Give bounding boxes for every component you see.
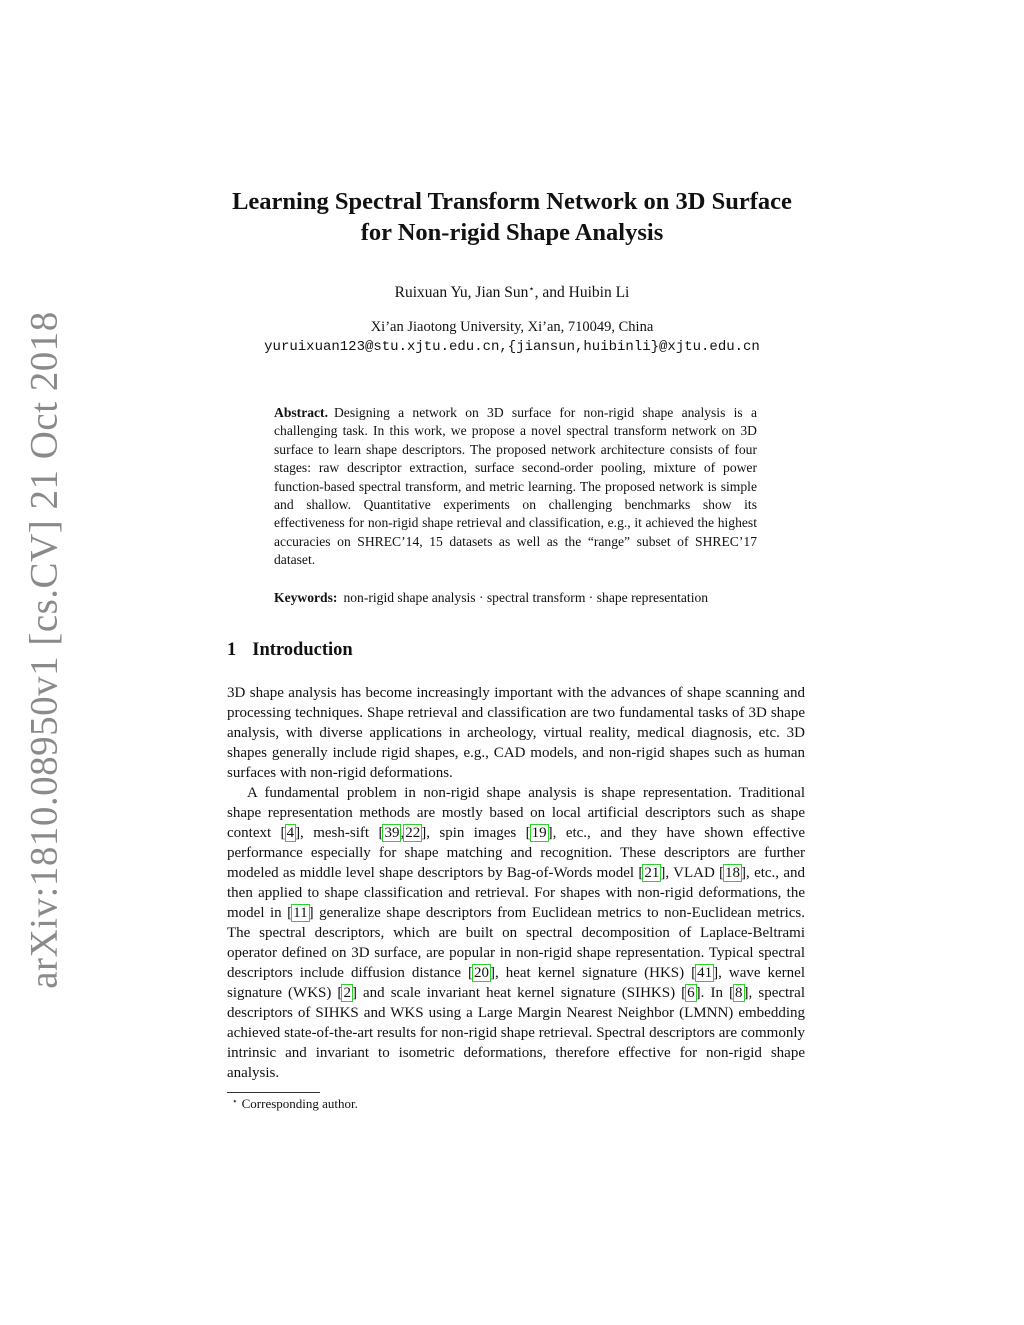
footnote-mark: ⋆ — [232, 1096, 238, 1106]
para2-text: ]. In [ — [695, 985, 735, 1001]
abstract-label: Abstract. — [274, 405, 328, 420]
paragraph-1: 3D shape analysis has become increasingly important with the advances of shape scanning and processing techniques. Shape retrieval and classification are two fundamental tasks of 3D shape analysis, with diverse applications in archeology, virtual reality, medical diagnosis, etc. 3D shapes generally include rigid shapes, e.g., CAD models, and non-rigid shapes such as human surfaces with non-rigid deformations. — [227, 685, 805, 781]
keywords-label: Keywords: — [274, 590, 338, 605]
citation-link[interactable]: 11 — [293, 905, 308, 921]
authors-part-2: , and Huibin Li — [534, 284, 630, 301]
citation-link[interactable]: 39 — [384, 825, 400, 841]
para2-text: ], etc., and then applied to shape classification and retrieval. For shapes with non-rigid deformations, the model in [ — [227, 865, 805, 921]
section-title: Introduction — [252, 640, 353, 660]
keywords — [274, 589, 757, 607]
citation-link[interactable]: 8 — [735, 985, 743, 1001]
keywords-text: non-rigid shape analysis · spectral transform · shape representation — [343, 590, 709, 605]
citation-link[interactable]: 20 — [473, 965, 489, 981]
para2-text: A fundamental problem in non-rigid shape analysis is shape representation. Traditional shape representation methods are mostly based on local artificial descriptors such as shape context [ — [227, 785, 805, 841]
abstract-text: Designing a network on 3D surface for non-rigid shape analysis is a challenging task. In this work, we propose a novel spectral transform network on 3D surface to learn shape descriptors. The proposed network architecture consists of four stages: raw descriptor extraction, surface second-order pooling, mixture of power function-based spectral transform, and metric learning. The proposed network is simple and shallow. Quantitative experiments on challenging benchmarks show its effectiveness for non-rigid shape retrieval and classification, e.g., it achieved the highest accuracies on SHREC’14, 15 datasets as well as the “range” subset of SHREC’17 dataset. — [274, 405, 757, 568]
authors-part-1: Ruixuan Yu, Jian Sun — [394, 284, 529, 301]
para2-text: ], spin images [ — [421, 825, 531, 841]
paper-title — [0, 186, 1024, 248]
para2-text: ] generalize shape descriptors from Euclidean metrics to non-Euclidean metrics. The spectral descriptors, which are built on spectral decomposition of Laplace-Beltrami operator defined on 3D surface, are popular in non-rigid shape representation. Typical spectral descriptors include diffusion distance [ — [227, 905, 805, 981]
footnote-text: Corresponding author. — [241, 1096, 358, 1111]
introduction-body — [227, 683, 805, 1083]
affiliation: Xi’an Jiaotong University, Xi’an, 710049, China — [370, 319, 654, 335]
para2-text: ] and scale invariant heat kernel signature (SIHKS) [ — [351, 985, 687, 1001]
para2-text: ], wave kernel signature (WKS) [ — [227, 965, 806, 1001]
section-number: 1 — [227, 640, 237, 660]
citation-link[interactable]: 41 — [697, 965, 713, 981]
citation-link[interactable]: 4 — [286, 825, 295, 841]
para2-text: ], etc., and they have shown effective performance especially for shape matching and recognition. These descriptors are further modeled as middle level shape descriptors by Bag-of-Words model [ — [227, 825, 805, 881]
citation-link[interactable]: 19 — [531, 825, 547, 841]
section-heading-introduction — [227, 640, 353, 661]
corresponding-author-mark: ⋆ — [528, 284, 535, 295]
citation-link[interactable]: 6 — [687, 985, 695, 1001]
para2-text: , — [400, 825, 405, 841]
citation-link[interactable]: 22 — [405, 825, 421, 841]
title-line-1: Learning Spectral Transform Network on 3D Surface — [232, 188, 792, 215]
citation-link[interactable]: 2 — [343, 985, 351, 1001]
footnote-divider — [227, 1092, 320, 1093]
para2-text: ], mesh-sift [ — [295, 825, 384, 841]
citation-link[interactable]: 18 — [725, 865, 741, 881]
arxiv-identifier-stamp: arXiv:1810.08950v1 [cs.CV] 21 Oct 2018 — [22, 311, 66, 989]
author-list — [0, 284, 1024, 302]
abstract — [274, 404, 757, 570]
title-line-2: for Non-rigid Shape Analysis — [360, 219, 664, 246]
para2-text: ], spectral descriptors of SIHKS and WKS using a Large Margin Nearest Neighbor (LMNN) embedding achieved state-of-the-art results for non-rigid shape retrieval. Spectral descriptors are commonly intrinsic and invariant to isometric deformations, therefore effective for non-rigid shape analysis. — [227, 985, 805, 1081]
citation-link[interactable]: 21 — [644, 865, 660, 881]
author-emails: yuruixuan123@stu.xjtu.edu.cn,{jiansun,huibinli}@xjtu.edu.cn — [264, 339, 760, 355]
para2-text: ], heat kernel signature (HKS) [ — [489, 965, 697, 981]
para2-text: ], VLAD [ — [660, 865, 725, 881]
paragraph-2 — [227, 783, 805, 1083]
footnote — [232, 1096, 358, 1112]
